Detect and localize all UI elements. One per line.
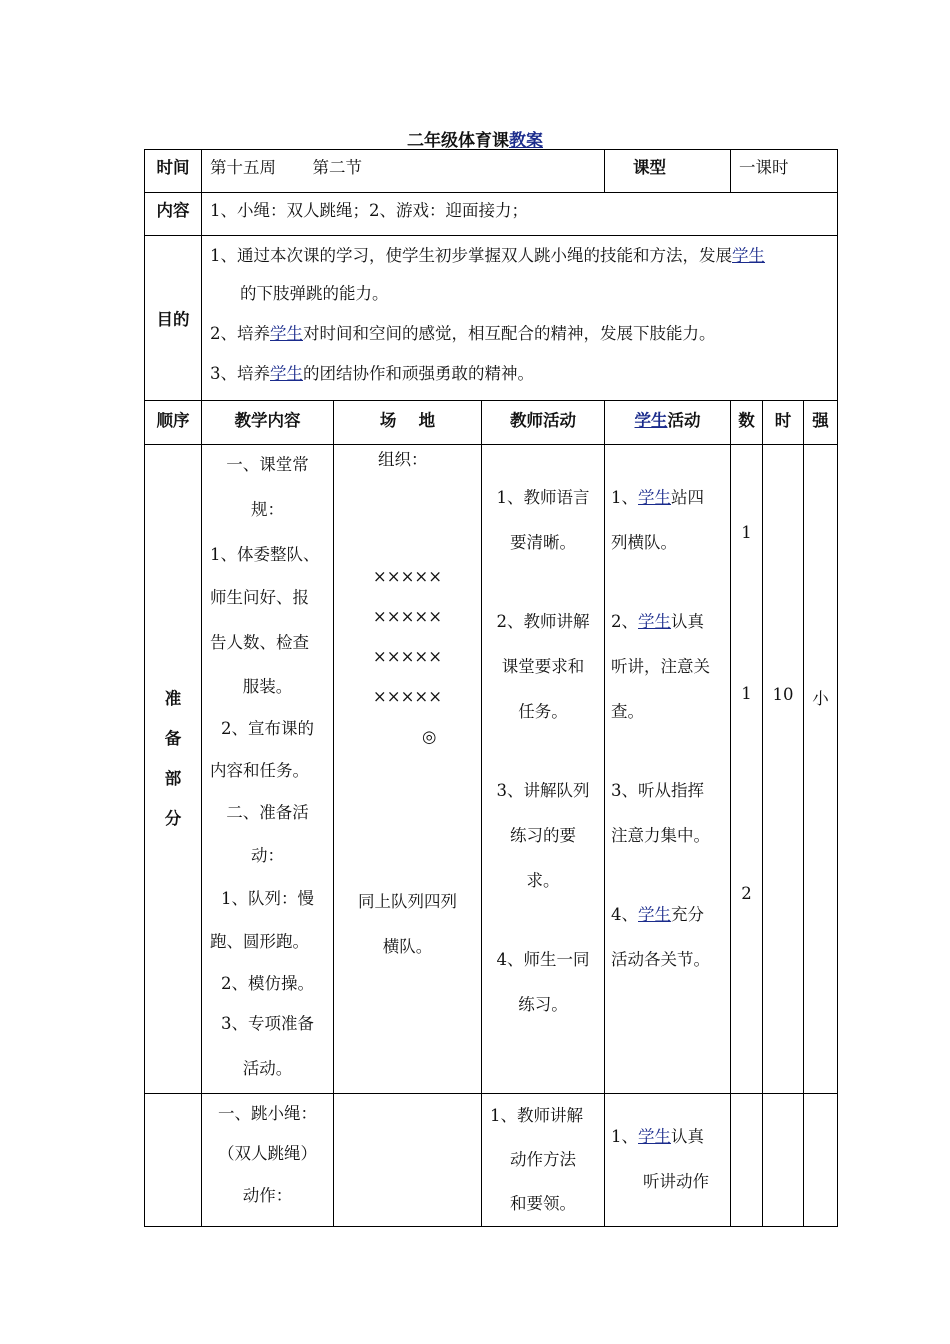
prep-student-cell xyxy=(605,445,731,1094)
prep-content-line: 1、队列：慢 xyxy=(221,889,314,908)
venue-note-line: 同上队列四列 xyxy=(358,892,457,911)
prep-content-line: 2、模仿操。 xyxy=(221,974,314,993)
header-venue: 场 地 xyxy=(334,401,482,445)
header-teacher: 教师活动 xyxy=(482,401,605,445)
prep-section-cell xyxy=(145,445,202,1094)
basic-venue-cell xyxy=(334,1094,482,1227)
row-goal xyxy=(145,236,838,401)
student-item-4: 4、学生充分 活动各关节。 xyxy=(611,905,711,969)
venue-formation-row: ××××× xyxy=(372,647,443,666)
teacher-item-1: 1、教师语言 要清晰。 xyxy=(496,488,590,552)
prep-content-line: 服装。 xyxy=(242,677,293,696)
count-value: 2 xyxy=(741,884,752,903)
prep-content-line: 告人数、检查 xyxy=(210,633,309,652)
prep-content-line: 跑、圆形跑。 xyxy=(210,932,309,951)
prep-content-line: 内容和任务。 xyxy=(210,761,309,780)
student-item-3: 3、听从指挥 注意力集中。 xyxy=(611,781,711,845)
header-order: 顺序 xyxy=(145,401,202,445)
student-link[interactable]: 学生 xyxy=(638,905,672,924)
time-label: 时间 xyxy=(145,150,202,193)
student-item-1: 1、学生站四 列横队。 xyxy=(611,488,705,552)
basic-content-cell xyxy=(202,1094,334,1227)
prep-char-4: 分 xyxy=(164,809,182,828)
venue-formation-row: ××××× xyxy=(372,567,443,586)
header-student: 学生活动 xyxy=(605,401,731,445)
prep-content-cell xyxy=(202,445,334,1094)
prep-time-cell xyxy=(763,445,804,1094)
type-label: 课型 xyxy=(605,150,731,193)
basic-student-item: 1、学生认真 听讲动作 xyxy=(611,1127,710,1191)
teacher-position-mark: ◎ xyxy=(422,727,437,746)
lesson-plan-table xyxy=(144,149,838,1227)
prep-content-line: 动： xyxy=(251,846,284,865)
prep-count-cell xyxy=(731,445,763,1094)
basic-student-cell xyxy=(605,1094,731,1227)
prep-content-line: 规： xyxy=(251,500,284,519)
count-value: 1 xyxy=(741,523,752,542)
type-value: 一课时 xyxy=(731,150,838,193)
teacher-item-4: 4、师生一同 练习。 xyxy=(496,950,590,1014)
student-link[interactable]: 学生 xyxy=(638,612,672,631)
count-value: 1 xyxy=(741,684,752,703)
prep-intensity-cell xyxy=(804,445,838,1094)
header-count: 数 xyxy=(731,401,763,445)
student-link[interactable]: 学生 xyxy=(638,488,672,507)
prep-content-line: 2、宣布课的 xyxy=(221,719,314,738)
goal-link-3[interactable]: 学生 xyxy=(270,324,303,343)
venue-note-line: 横队。 xyxy=(382,937,433,956)
prep-venue-cell xyxy=(334,445,482,1094)
goal-line-3: 2、培养学生对时间和空间的感觉，相互配合的精神，发展下肢能力。 xyxy=(210,324,716,343)
content-text: 1、小绳：双人跳绳；2、游戏：迎面接力； xyxy=(202,193,838,236)
teacher-item-3: 3、讲解队列 练习的要 求。 xyxy=(496,781,590,890)
goal-link-1[interactable]: 学生 xyxy=(732,246,765,265)
row-prep xyxy=(145,445,838,1094)
basic-teacher-line: 1、教师讲解 xyxy=(490,1106,583,1125)
basic-content-line: 一、跳小绳： xyxy=(218,1104,317,1123)
basic-count-cell xyxy=(731,1094,763,1227)
goal-line-1: 1、通过本次课的学习，使学生初步掌握双人跳小绳的技能和方法，发展学生 xyxy=(210,246,765,265)
prep-content-line: 1、体委整队、 xyxy=(210,545,320,564)
basic-teacher-cell xyxy=(482,1094,605,1227)
time-value: 10 xyxy=(772,685,794,704)
goal-link-4[interactable]: 学生 xyxy=(270,364,303,383)
time-value-cell xyxy=(202,150,605,193)
basic-content-line: （双人跳绳） xyxy=(218,1144,317,1163)
prep-char-3: 部 xyxy=(164,769,182,788)
venue-org-label: 组织： xyxy=(378,450,428,469)
title-text: 二年级体育课 xyxy=(407,131,509,151)
basic-teacher-line: 动作方法 xyxy=(510,1150,576,1169)
basic-teacher-line: 和要领。 xyxy=(510,1194,576,1213)
page-title xyxy=(0,126,950,151)
header-content: 教学内容 xyxy=(202,401,334,445)
header-time: 时 xyxy=(763,401,804,445)
student-link[interactable]: 学生 xyxy=(638,1127,672,1146)
intensity-value: 小 xyxy=(812,689,829,708)
basic-content-line: 动作： xyxy=(242,1186,293,1205)
venue-formation-row: ××××× xyxy=(372,687,443,706)
venue-formation-row: ××××× xyxy=(372,607,443,626)
content-label: 内容 xyxy=(145,193,202,236)
goal-line-2: 的下肢弹跳的能力。 xyxy=(240,284,389,303)
row-basic xyxy=(145,1094,838,1227)
student-item-2: 2、学生认真 听讲，注意关 查。 xyxy=(611,612,711,721)
basic-time-cell xyxy=(763,1094,804,1227)
prep-char-1: 准 xyxy=(164,689,182,708)
goal-label: 目的 xyxy=(145,236,202,401)
prep-teacher-cell xyxy=(482,445,605,1094)
goal-line-4: 3、培养学生的团结协作和顽强勇敢的精神。 xyxy=(210,364,534,383)
basic-intensity-cell xyxy=(804,1094,838,1227)
prep-content-line: 二、准备活 xyxy=(226,803,309,822)
goal-cell xyxy=(202,236,838,401)
prep-content-line: 3、专项准备 xyxy=(221,1014,314,1033)
prep-content-line: 一、课堂常 xyxy=(226,455,309,474)
basic-section-cell xyxy=(145,1094,202,1227)
teacher-item-2: 2、教师讲解 课堂要求和 任务。 xyxy=(496,612,590,721)
prep-char-2: 备 xyxy=(164,729,182,748)
header-student-link[interactable]: 学生 xyxy=(634,411,668,430)
prep-content-line: 师生问好、报 xyxy=(210,588,309,607)
header-intensity: 强 xyxy=(804,401,838,445)
prep-content-line: 活动。 xyxy=(242,1059,293,1078)
title-link[interactable]: 教案 xyxy=(509,131,543,151)
row-content xyxy=(145,193,838,236)
row-header xyxy=(145,401,838,445)
week-text: 第十五周 xyxy=(210,158,276,177)
section-text: 第二节 xyxy=(312,158,362,177)
row-time xyxy=(145,150,838,193)
